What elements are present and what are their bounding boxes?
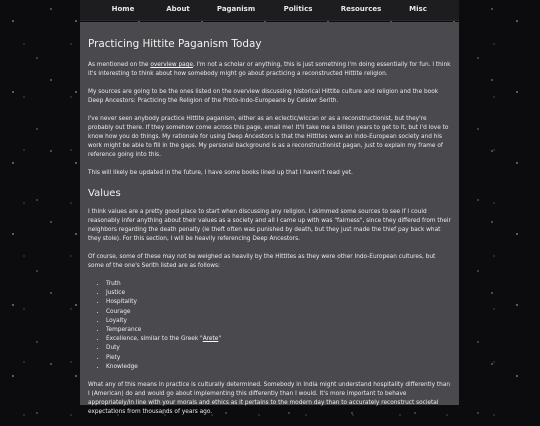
nav-link-politics[interactable]: Politics [283, 5, 313, 13]
list-item: • Loyalty [106, 317, 451, 326]
list-item: • Hospitality [106, 298, 451, 307]
page-title: Practicing Hittite Paganism Today [88, 38, 262, 50]
nav-link-resources[interactable]: Resources [340, 5, 382, 13]
intro-paragraph-2: My sources are going to be the ones listed on the overview discussing historical Hittite culture and religion and the book Deep Ancestors: Practicing the Religion of the Proto-Indo-Europeans by Ceisiwr Serith. [88, 89, 439, 104]
main-content-panel [80, 22, 459, 416]
excellence-text-after: " [218, 336, 221, 343]
values-paragraph-1: I think values are a pretty good place to start when discussing any religion. I skimmed some sources to see if I could reasonably infer anything about their values as a society and all I came up with was "fairness", since they differed from their neighbors regarding the death penalty (ie theft often was punished by death, but they just made the thief pay back what they stole). For this section, I will be heavily referencing Deep Ancestors. [88, 209, 451, 242]
intro-paragraph-3: I've never seen anybody practice Hittite paganism, either as an eclectic/wiccan or as a reconstructionist, but they're probably out there. If they somehow come across this page, email me! It'll take me a billion years to get to it, but I'd love to know how you do things. My rationale for using Deep Ancestors is that the Hittites were an Indo-European society and his work might be able to fill in the gaps. My personal background is as a reconstructionist pagan, just to explain my frame of reference going into this. [88, 116, 449, 158]
list-item: • Knowledge [106, 363, 451, 372]
overview-page-link[interactable]: overview page [150, 62, 193, 68]
excellence-text-before: Excellence, similar to the Greek " [106, 336, 203, 343]
list-item: • Duty [106, 344, 451, 353]
list-item: • Justice [106, 289, 451, 298]
list-item: • Piety [106, 354, 451, 363]
nav-link-misc[interactable]: Misc [409, 5, 427, 13]
list-item: • Courage [106, 308, 451, 317]
values-heading: Values [88, 188, 121, 199]
values-list [88, 280, 451, 372]
nav-link-paganism[interactable]: Paganism [216, 5, 256, 13]
intro-text-after-link: , I'm not a scholar or anything, this is just something I'm doing essentially for fun. I think it's interesting to think about how somebody might go about practicing a reconstructed Hittite religion. [88, 62, 451, 77]
intro-paragraph-1 [88, 61, 451, 79]
intro-text-before-link: As mentioned on the [88, 62, 151, 68]
list-item: • Temperance [106, 326, 451, 335]
intro-paragraph-4: This will likely be updated in the future, I have some books lined up that I haven't read yet. [88, 170, 353, 176]
list-item: • Truth [106, 280, 451, 289]
nav-link-home[interactable]: Home [111, 5, 135, 13]
values-paragraph-2: Of course, some of these may not be weighed as heavily by the Hittites as they were other Indo-European cultures, but some of the one's Serith listed are as follows: [88, 254, 436, 269]
nav-link-about[interactable]: About [166, 5, 190, 13]
top-navigation-bar [80, 0, 459, 21]
list-item [106, 335, 451, 344]
values-paragraph-3: What any of this means in practice is culturally determined. Somebody in India might understand hospitality differently than I (American) do and would go about implementing this differently than I would. It's more important to behave appropriately/in line with your morals and ethics as it pertains to the modern day than to accurately reconstruct societal expectations from thousands of years ago. [88, 382, 451, 416]
article [88, 37, 451, 426]
arete-link[interactable]: Arete [202, 336, 219, 343]
